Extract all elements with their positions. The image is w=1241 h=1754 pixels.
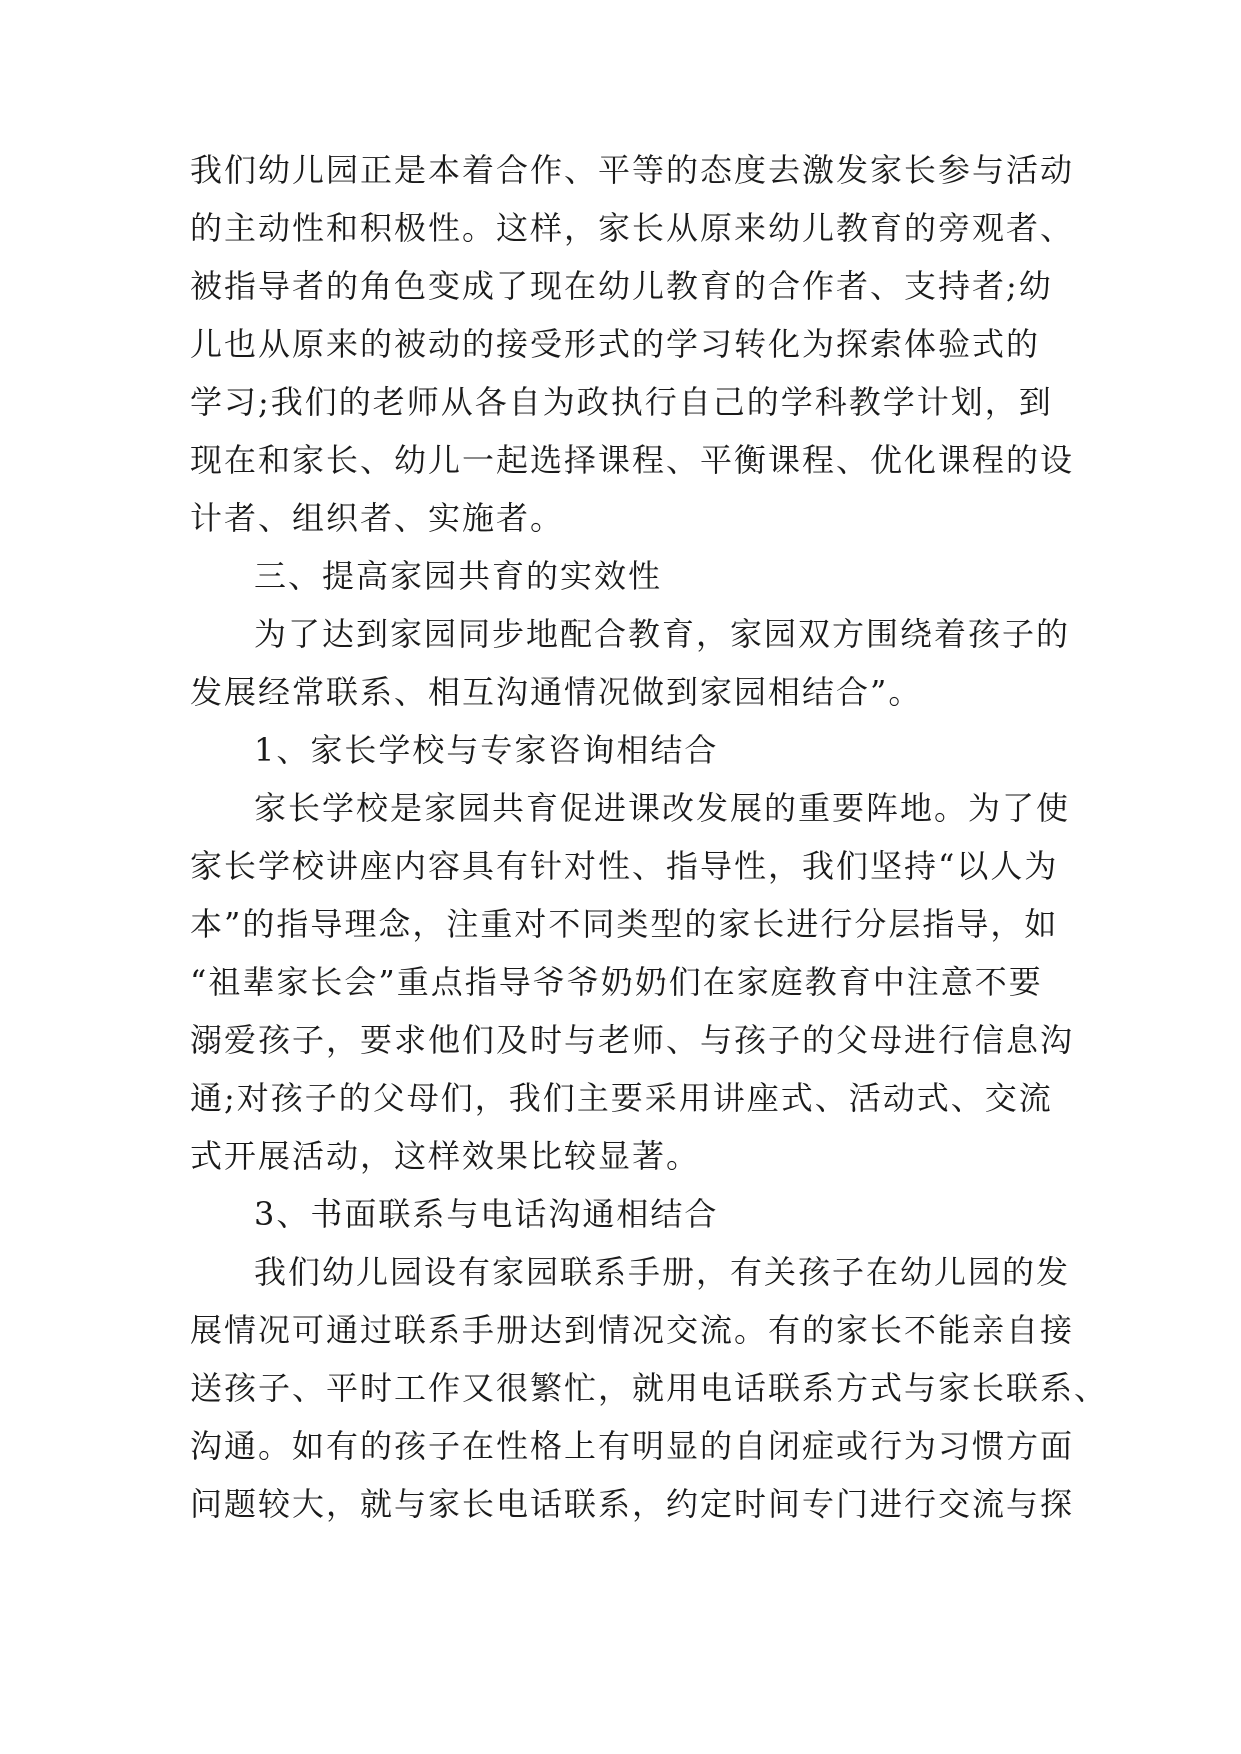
text-line: 本”的指导理念，注重对不同类型的家长进行分层指导，如 [190,905,1059,943]
text-line: 计者、组织者、实施者。 [190,499,565,537]
text-line: 为了达到家园同步地配合教育，家园双方围绕着孩子的 [254,615,1071,653]
text-line: 被指导者的角色变成了现在幼儿教育的合作者、支持者;幼 [190,267,1053,305]
text-line: “祖辈家长会”重点指导爷爷奶奶们在家庭教育中注意不要 [190,963,1043,1001]
section-heading: 三、提高家园共育的实效性 [254,557,663,595]
text-line: 发展经常联系、相互沟通情况做到家园相结合”。 [190,673,923,711]
text-line: 通;对孩子的父母们，我们主要采用讲座式、活动式、交流 [190,1079,1053,1117]
text-line: 家长学校讲座内容具有针对性、指导性，我们坚持“以人为 [190,847,1059,885]
text-line: 的主动性和积极性。这样，家长从原来幼儿教育的旁观者、 [190,209,1075,247]
text-line: 现在和家长、幼儿一起选择课程、平衡课程、优化课程的设 [190,441,1075,479]
text-line: 溺爱孩子，要求他们及时与老师、与孩子的父母进行信息沟 [190,1021,1075,1059]
text-line: 问题较大，就与家长电话联系，约定时间专门进行交流与探 [190,1485,1075,1523]
text-line: 我们幼儿园正是本着合作、平等的态度去激发家长参与活动 [190,151,1075,189]
text-line: 式开展活动，这样效果比较显著。 [190,1137,701,1175]
text-line: 我们幼儿园设有家园联系手册，有关孩子在幼儿园的发 [254,1253,1071,1291]
text-line: 展情况可通过联系手册达到情况交流。有的家长不能亲自接 [190,1311,1075,1349]
subsection-heading: 3、书面联系与电话沟通相结合 [254,1195,719,1233]
text-line: 儿也从原来的被动的接受形式的学习转化为探索体验式的 [190,325,1041,363]
text-line: 沟通。如有的孩子在性格上有明显的自闭症或行为习惯方面 [190,1427,1075,1465]
text-line: 家长学校是家园共育促进课改发展的重要阵地。为了使 [254,789,1071,827]
text-line: 学习;我们的老师从各自为政执行自己的学科教学计划，到 [190,383,1053,421]
text-line: 送孩子、平时工作又很繁忙，就用电话联系方式与家长联系、 [190,1369,1109,1407]
subsection-heading: 1、家长学校与专家咨询相结合 [254,731,719,769]
